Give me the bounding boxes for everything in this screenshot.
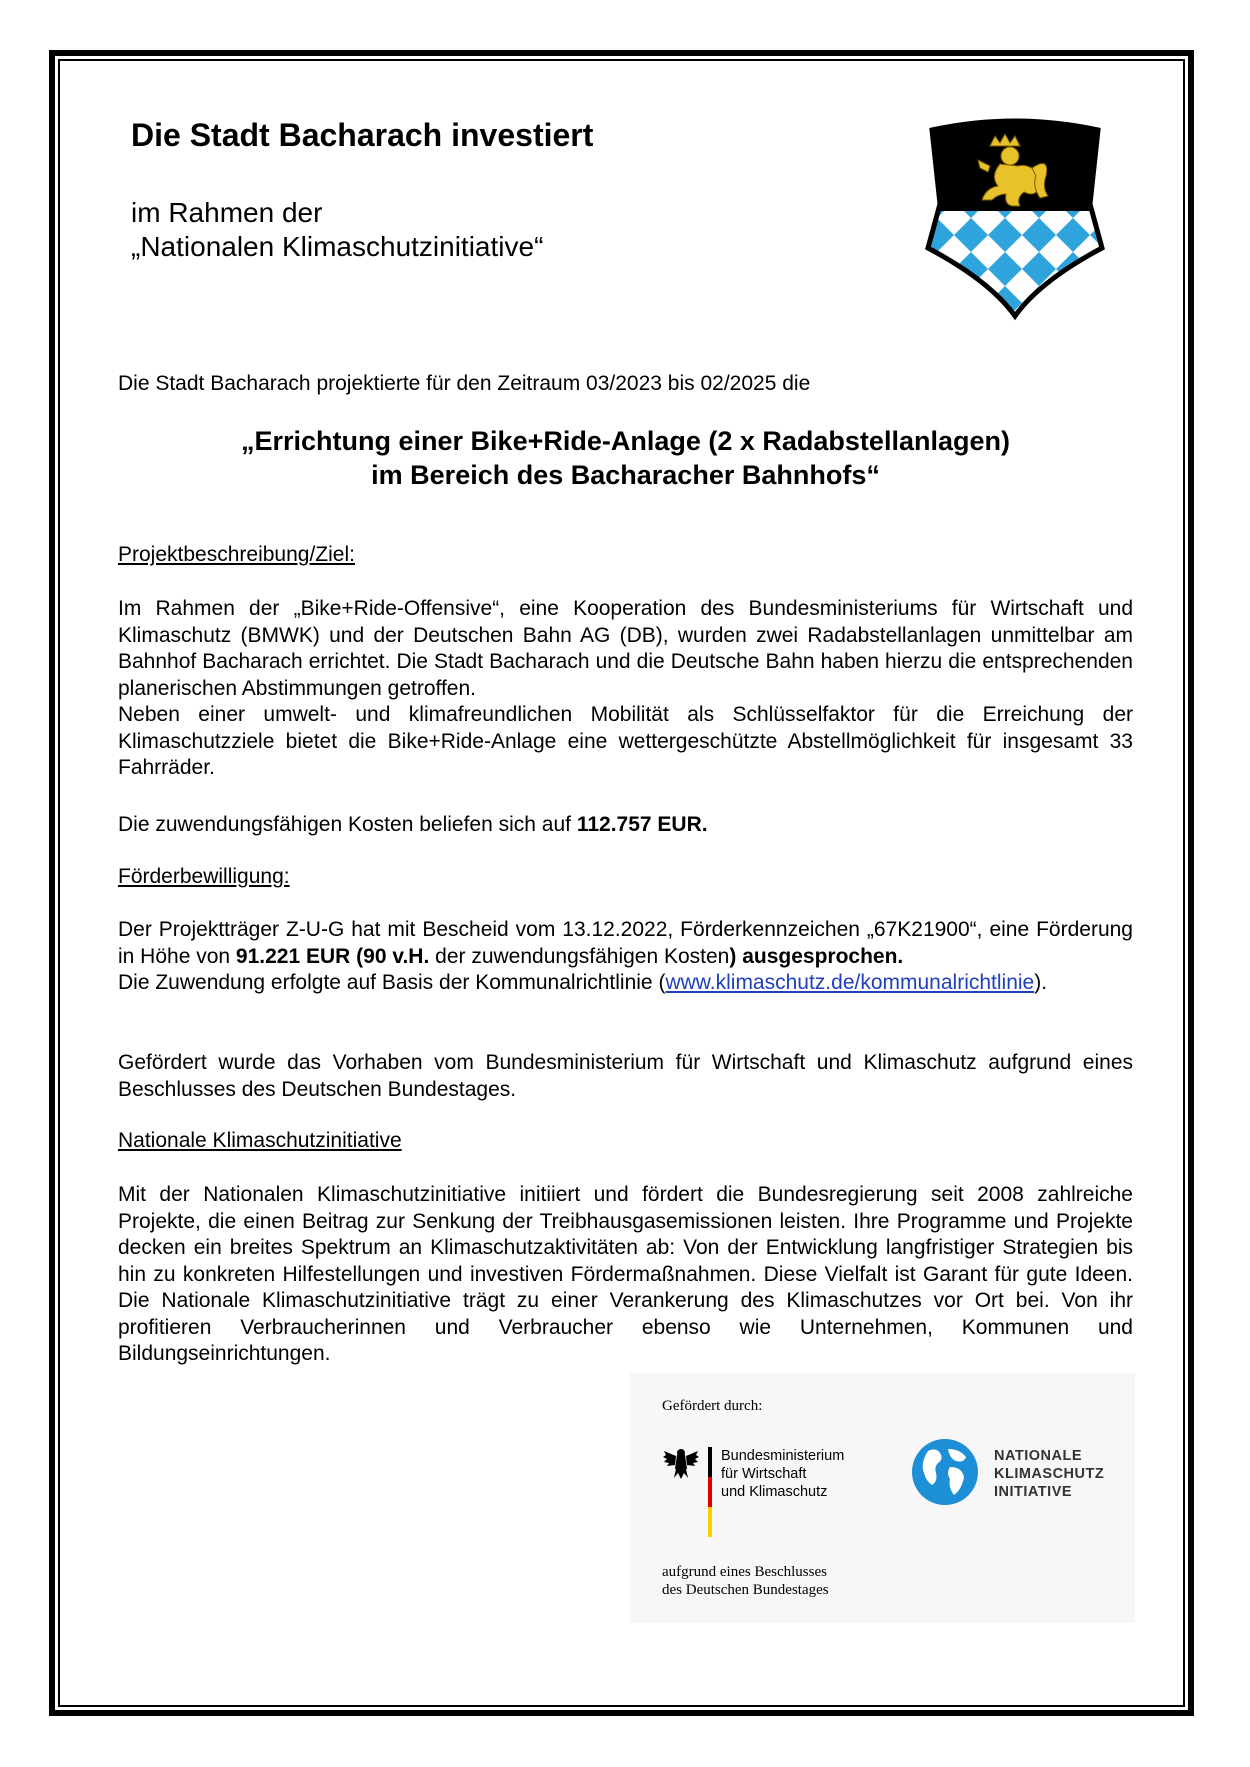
ministry-name	[721, 1447, 844, 1501]
funding-heading: Förderbewilligung:	[118, 865, 290, 888]
coat-of-arms-icon	[920, 116, 1110, 321]
subline	[131, 196, 543, 264]
nki-line-2: KLIMASCHUTZ	[994, 1466, 1105, 1482]
ministry-line-3: und Klimaschutz	[721, 1484, 828, 1500]
bundestag-note-line-2: des Deutschen Bundestages	[662, 1582, 829, 1598]
bundestag-note	[662, 1563, 829, 1599]
ministry-line-1: Bundesministerium	[721, 1448, 845, 1464]
funding-text-1: Der Projektträger Z-U-G hat mit Bescheid vom 13.12.2022, Förderkennzeichen „67K21900“, eine Förderung in Höhe von	[118, 918, 1133, 968]
project-title	[118, 424, 1133, 492]
bundestag-note-line-1: aufgrund eines Beschlusses	[662, 1564, 827, 1580]
description-text-2: Neben einer umwelt- und klimafreundlichen Mobilität als Schlüsselfaktor für die Erreichung der Klimaschutzziele bietet die Bike+Ride-Anlage eine wettergeschützte Abstellmöglichkeit für insgesamt 33 Fahrräder.	[118, 703, 1133, 779]
project-title-line-1: „Errichtung einer Bike+Ride-Anlage (2 x Radabstellanlagen)	[241, 426, 1010, 456]
german-flag-bar	[708, 1447, 712, 1537]
costs-value: 112.757 EUR.	[576, 813, 708, 836]
description-paragraph	[118, 596, 1133, 782]
kommunalrichtlinie-link[interactable]: www.klimaschutz.de/kommunalrichtlinie	[665, 971, 1035, 994]
funding-text-5: ).	[1034, 971, 1048, 994]
costs-prefix: Die zuwendungsfähigen Kosten beliefen sich auf	[118, 813, 577, 836]
description-heading: Projektbeschreibung/Ziel:	[118, 543, 355, 566]
funding-text-4: Die Zuwendung erfolgte auf Basis der Kommunalrichtlinie (	[118, 971, 666, 994]
headline: Die Stadt Bacharach investiert	[131, 117, 594, 153]
funder-label: Gefördert durch:	[662, 1398, 763, 1414]
subline-line-1: im Rahmen der	[131, 197, 323, 228]
intro-text: Die Stadt Bacharach projektierte für den Zeitraum 03/2023 bis 02/2025 die	[118, 372, 811, 395]
nki-paragraph: Mit der Nationalen Klimaschutzinitiative initiiert und fördert die Bundesregierung seit 2008 zahlreiche Projekte, die einen Beitrag zur Senkung der Treibhausgasemissionen leisten. Ihre Programme und Projekte decken ein breites Spektrum an Klimaschutzaktivitäten ab: Von der Entwicklung langfristiger Strategien bis hin zu konkreten Hilfestellungen und investiven Fördermaßnahmen. Diese Vielfalt ist Garant für gute Ideen. Die Nationale Klimaschutzinitiative trägt zu einer Verankerung des Klimaschutzes vor Ort bei. Von ihr profitieren Verbraucherinnen und Verbraucher ebenso wie Unternehmen, Kommunen und Bildungseinrichtungen.	[118, 1183, 1133, 1365]
ministry-line-2: für Wirtschaft	[721, 1466, 807, 1482]
federal-eagle-icon	[662, 1445, 700, 1481]
funding-amount: 91.221 EUR (90 v.H.	[235, 944, 430, 968]
nki-heading: Nationale Klimaschutzinitiative	[118, 1129, 402, 1152]
costs-line	[118, 812, 1133, 839]
subline-line-2: „Nationalen Klimaschutzinitiative“	[131, 231, 544, 262]
funding-paragraph-2: Gefördert wurde das Vorhaben vom Bundesministerium für Wirtschaft und Klimaschutz aufgrund eines Beschlusses des Deutschen Bundestages.	[118, 1051, 1133, 1101]
nki-line-1: NATIONALE	[994, 1448, 1083, 1464]
nki-logo-name	[994, 1447, 1104, 1501]
project-title-line-2: im Bereich des Bacharacher Bahnhofs“	[371, 460, 880, 490]
globe-icon	[910, 1437, 980, 1507]
funding-text-3: ) ausgesprochen.	[729, 944, 904, 968]
funding-text-2: der zuwendungsfähigen Kosten	[429, 944, 730, 968]
funding-paragraph	[118, 917, 1133, 997]
description-text-1: Im Rahmen der „Bike+Ride-Offensive“, eine Kooperation des Bundesministeriums für Wirtschaft und Klimaschutz (BMWK) und der Deutschen Bahn AG (DB), wurden zwei Radabstellanlagen unmittelbar am Bahnhof Bacharach errichtet. Die Stadt Bacharach und die Deutsche Bahn haben hierzu die entsprechenden planerischen Abstimmungen getroffen.	[118, 597, 1133, 700]
nki-line-3: INITIATIVE	[994, 1484, 1073, 1500]
